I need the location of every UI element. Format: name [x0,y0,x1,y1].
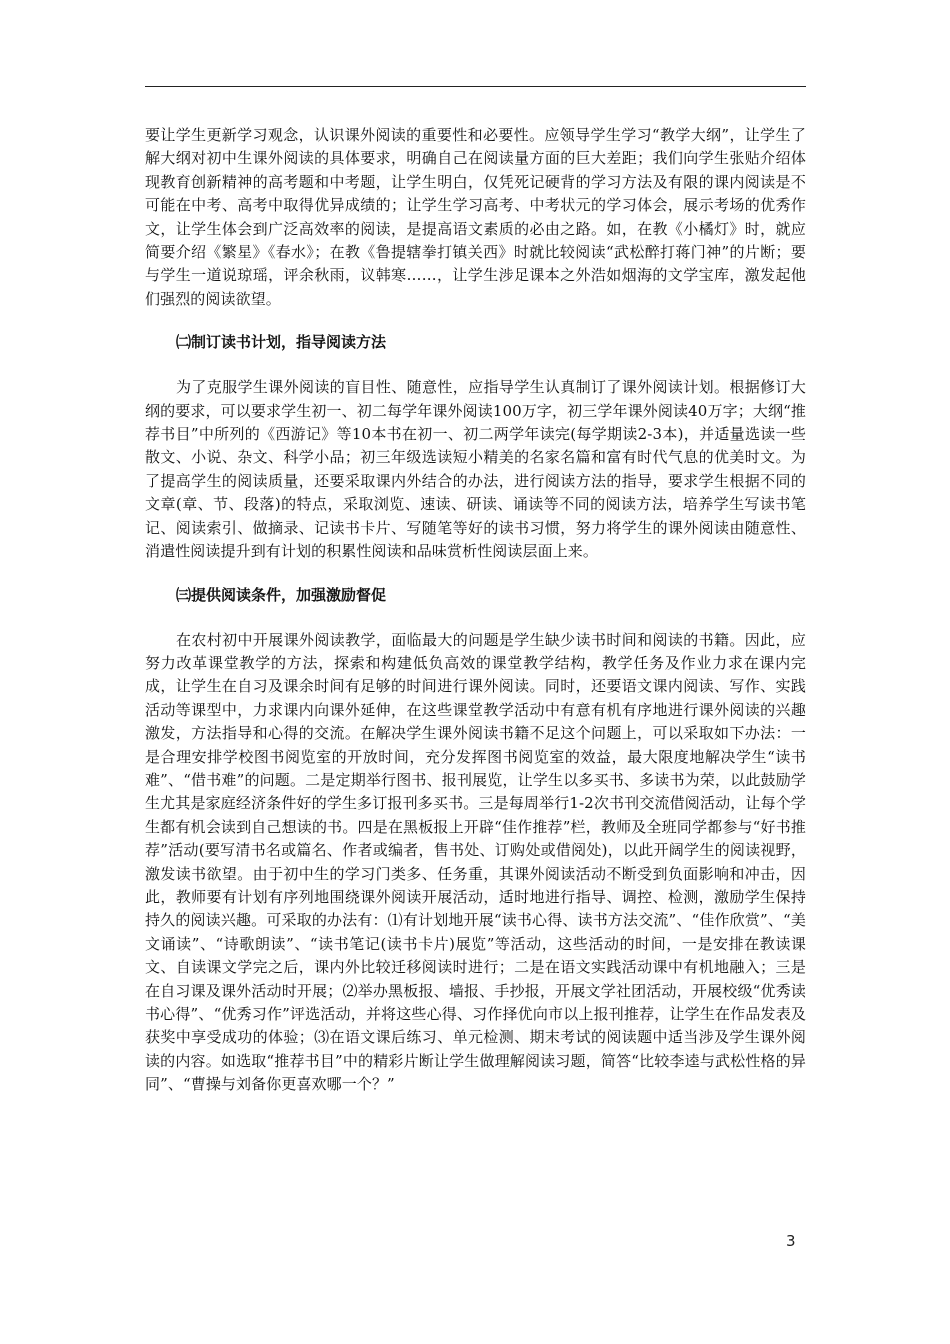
header-rule [145,86,806,87]
paragraph-3: 在农村初中开展课外阅读教学，面临最大的问题是学生缺少读书时间和阅读的书籍。因此，应努力改革课堂教学的方法，探索和构建低负高效的课堂教学结构，教学任务及作业力求在课内完成，让学生在自习及课余时间有足够的时间进行课外阅读。同时，还要语文课内阅读、写作、实践活动等课型中，力求课内向课外延伸，在这些课堂教学活动中有意有机有序地进行课外阅读的兴趣激发，方法指导和心得的交流。在解决学生课外阅读书籍不足这个问题上，可以采取如下办法：一是合理安排学校图书阅览室的开放时间，充分发挥图书阅览室的效益，最大限度地解决学生“读书难”、“借书难”的问题。二是定期举行图书、报刊展览，让学生以多买书、多读书为荣，以此鼓励学生尤其是家庭经济条件好的学生多订报刊多买书。三是每周举行1-2次书刊交流借阅活动，让每个学生都有机会读到自己想读的书。四是在黑板报上开辟“佳作推荐”栏，教师及全班同学都参与“好书推荐”活动(要写清书名或篇名、作者或编者，售书处、订购处或借阅处)，以此开阔学生的阅读视野，激发读书欲望。由于初中生的学习门类多、任务重，其课外阅读活动不断受到负面影响和冲击，因此，教师要有计划有序列地围绕课外阅读开展活动，适时地进行指导、调控、检测，激励学生保持持久的阅读兴趣。可采取的办法有：⑴有计划地开展“读书心得、读书方法交流”、“佳作欣赏”、“美文诵读”、“诗歌朗读”、“读书笔记(读书卡片)展览”等活动，这些活动的时间，一是安排在教读课文、自读课文学完之后，课内外比较迁移阅读时进行；二是在语文实践活动课中有机地融入；三是在自习课及课外活动时开展；⑵举办黑板报、墙报、手抄报，开展文学社团活动，开展校级“优秀读书心得”、“优秀习作”评选活动，并将这些心得、习作择优向市以上报刊推荐，让学生在作品发表及获奖中享受成功的体验；⑶在语文课后练习、单元检测、期末考试的阅读题中适当涉及学生课外阅读的内容。如选取“推荐书目”中的精彩片断让学生做理解阅读习题，简答“比较李逵与武松性格的异同”、“曹操与刘备你更喜欢哪一个？” [145,630,806,1094]
page-number: 3 [786,1232,796,1250]
spacer [145,311,806,331]
section-heading-2: ㈡制订读书计划，指导阅读方法 [176,333,387,352]
paragraph-2: 为了克服学生课外阅读的盲目性、随意性，应指导学生认真制订了课外阅读计划。根据修订大纲的要求，可以要求学生初一、初二每学年课外阅读100万字，初三学年课外阅读40万字；大纲“推荐书目”中所列的《西游记》等10本书在初一、初二两学年读完(每学期读2-3本)，并适量选读一些散文、小说、杂文、科学小品；初三年级选读短小精美的名家名篇和富有时代气息的优美时文。为了提高学生的阅读质量，还要采取课内外结合的办法，进行阅读方法的指导，要求学生根据不同的文章(章、节、段落)的特点，采取浏览、速读、研读、诵读等不同的阅读方法，培养学生写读书笔记、阅读索引、做摘录、记读书卡片、写随笔等好的读书习惯，努力将学生的课外阅读由随意性、消遣性阅读提升到有计划的积累性阅读和品味赏析性阅读层面上来。 [145,378,806,561]
paragraph-1: 要让学生更新学习观念，认识课外阅读的重要性和必要性。应领导学生学习“教学大纲”，让学生了解大纲对初中生课外阅读的具体要求，明确自己在阅读量方面的巨大差距；我们向学生张贴介绍体现教育创新精神的高考题和中考题，让学生明白，仅凭死记硬背的学习方法及有限的课内阅读是不可能在中考、高考中取得优异成绩的；让学生学习高考、中考状元的学习体会，展示考场的优秀作文，让学生体会到广泛高效率的阅读，是提高语文素质的必由之路。如，在教《小橘灯》时，就应简要介绍《繁星》《春水》；在教《鲁提辖拳打镇关西》时就比较阅读“武松醉打蒋门神”的片断；要与学生一道说琼瑶，评余秋雨，议韩寒……，让学生涉足课本之外浩如烟海的文学宝库，激发起他们强烈的阅读欲望。 [145,126,806,308]
spacer [145,354,806,376]
document-body [145,124,806,1097]
section-heading-3: ㈢提供阅读条件，加强激励督促 [176,585,387,604]
spacer [145,607,806,629]
spacer [145,564,806,584]
